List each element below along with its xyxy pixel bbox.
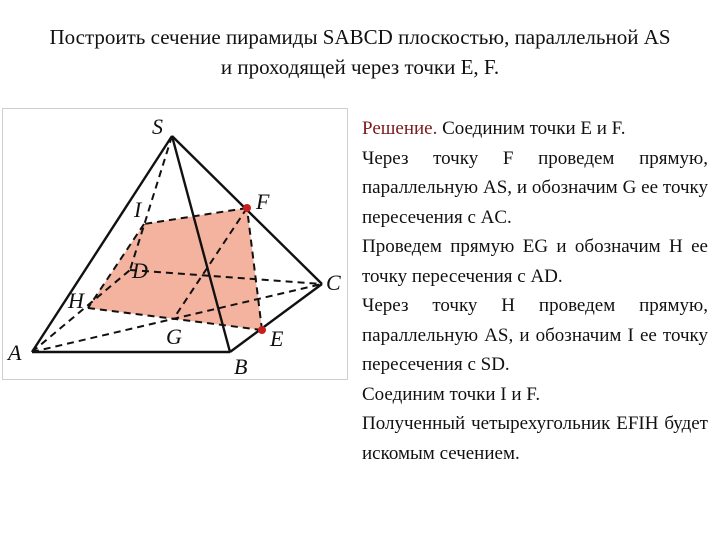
solution-paragraph-2: Через точку F проведем прямую, параллельную AS, и обозначим G ее точку пересечения с AC. xyxy=(362,147,708,228)
label-b: B xyxy=(234,354,248,379)
label-a: A xyxy=(8,340,22,365)
solution-text xyxy=(362,114,708,468)
problem-title-line-2: и проходящей через точки E, F. xyxy=(220,55,500,79)
solution-paragraph-5: Соединим точки I и F. xyxy=(362,383,541,405)
label-h: H xyxy=(68,288,84,313)
label-i: I xyxy=(134,197,142,222)
pyramid-section-diagram xyxy=(2,108,348,380)
point-f-marker xyxy=(243,204,251,212)
solution-paragraph-1 xyxy=(362,114,708,144)
solution-heading: Решение. xyxy=(362,118,438,139)
label-e: E xyxy=(270,326,284,351)
label-g: G xyxy=(166,324,182,349)
solution-paragraph-3: Проведем прямую EG и обозначим H ее точку пересечения с AD. xyxy=(362,236,708,287)
solution-paragraph-4: Через точку H проведем прямую, параллельную AS, и обозначим I ее точку пересечения с SD. xyxy=(362,295,708,375)
label-s: S xyxy=(152,114,163,139)
label-c: C xyxy=(326,270,341,295)
point-e-marker xyxy=(258,326,266,334)
label-f: F xyxy=(256,189,270,214)
problem-title xyxy=(0,22,720,82)
solution-step-1: Соединим точки E и F. xyxy=(437,118,626,139)
problem-title-line-1: Построить сечение пирамиды SABCD плоскостью, параллельной AS xyxy=(49,25,671,49)
solution-paragraph-6: Полученный четырехугольник EFIH будет искомым сечением. xyxy=(362,413,708,464)
label-d: D xyxy=(132,258,148,283)
